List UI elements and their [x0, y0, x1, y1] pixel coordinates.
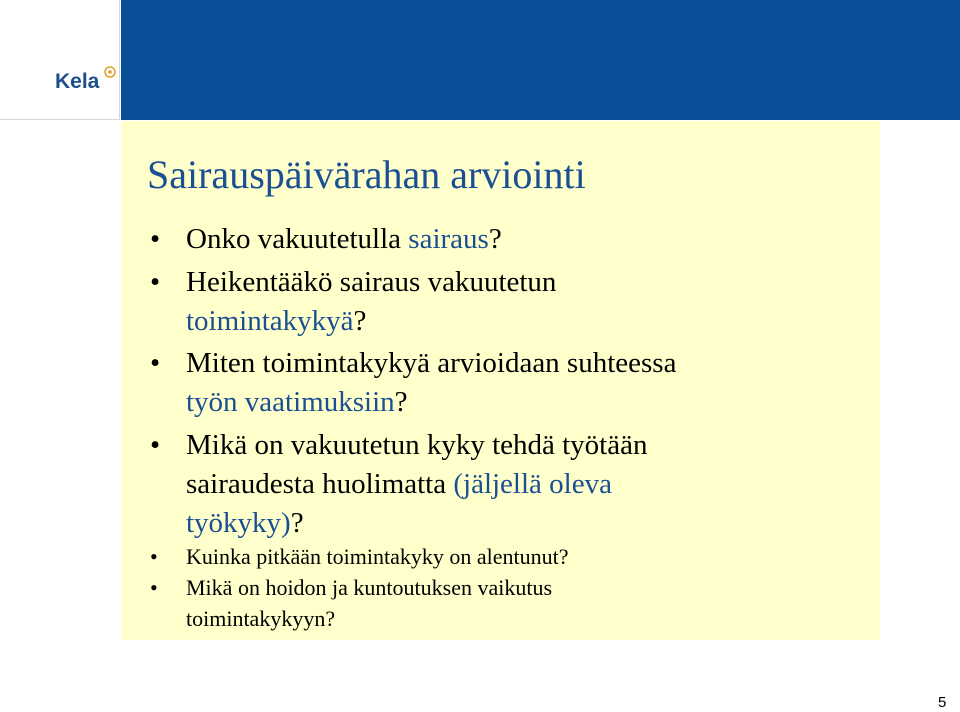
text-span: Kuinka pitkään toimintakyky on alentunut? — [186, 544, 569, 569]
text-span: Miten toimintakykyä arvioidaan suhteessa — [186, 347, 677, 379]
text-span: Onko vakuutetulla — [186, 223, 409, 255]
header-bar — [121, 0, 960, 120]
text-span: Mikä on hoidon ja kuntoutuksen vaikutus — [186, 575, 553, 600]
text-span: toimintakykyä — [186, 305, 354, 337]
logo-area — [0, 0, 120, 120]
text-span: Heikentääkö sairaus vakuutetun — [186, 266, 557, 298]
kela-logo-text: Kela — [55, 70, 100, 93]
bullet-dot-icon: • — [150, 575, 158, 600]
text-span: työkyky) — [186, 507, 291, 539]
bullet-text — [186, 541, 846, 572]
bullet-text — [186, 344, 846, 422]
bullet-text — [186, 572, 846, 634]
bullet-dot-icon: • — [150, 544, 158, 569]
bullet-text — [186, 220, 846, 259]
kela-logo-icon — [104, 66, 116, 78]
text-span: työn vaatimuksiin — [186, 386, 395, 418]
bullet-text — [186, 263, 846, 341]
page-number: 5 — [938, 694, 947, 711]
bullet-dot-icon: • — [150, 429, 161, 461]
text-span: ? — [353, 305, 367, 337]
text-span: ? — [394, 386, 408, 418]
text-span: Mikä on vakuutetun kyky tehdä työtään — [186, 429, 648, 461]
bullet-dot-icon: • — [150, 223, 161, 255]
text-span: ? — [290, 507, 304, 539]
text-span: (jäljellä oleva — [453, 468, 612, 500]
text-span: ? — [488, 223, 502, 255]
bullet-dot-icon: • — [150, 266, 161, 298]
bullet-text — [186, 426, 846, 543]
bullet-dot-icon: • — [150, 347, 161, 379]
text-span: sairaudesta huolimatta — [186, 468, 454, 500]
text-span: sairaus — [408, 223, 489, 255]
slide-title: Sairauspäivärahan arviointi — [147, 152, 586, 197]
text-span: toimintakykyyn? — [186, 606, 336, 631]
